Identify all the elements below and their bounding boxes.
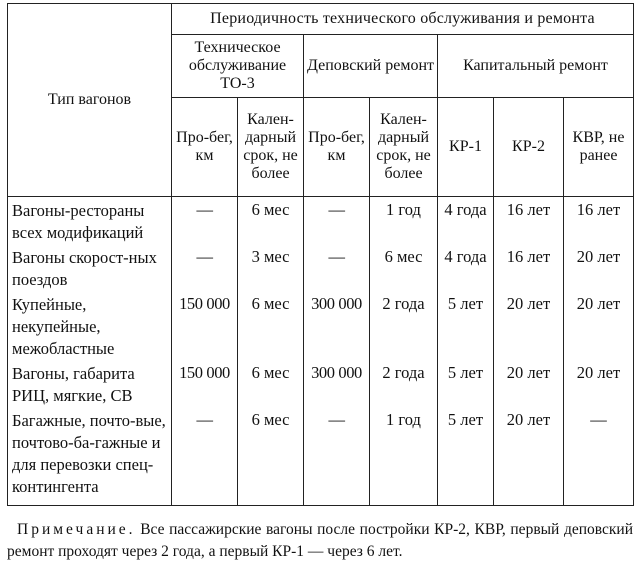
maintenance-table — [7, 3, 634, 506]
cell-type: Вагоны скорост-ных поездов — [8, 244, 172, 291]
table-row — [8, 407, 634, 505]
header-to3-mileage: Про-бег, км — [172, 98, 238, 197]
table-row — [8, 360, 634, 407]
cell-to3-calendar: 6 мес — [238, 407, 304, 505]
table-row — [8, 291, 634, 360]
cell-kr1: 4 года — [438, 244, 494, 291]
cell-to3-calendar: 6 мес — [238, 197, 304, 245]
cell-to3-mileage: 150 000 — [172, 360, 238, 407]
cell-kr2: 20 лет — [494, 291, 564, 360]
header-kr1: КР-1 — [438, 98, 494, 197]
cell-depot-mileage: — — [304, 197, 370, 245]
cell-to3-calendar: 6 мес — [238, 291, 304, 360]
cell-kr2: 20 лет — [494, 407, 564, 505]
cell-kr2: 16 лет — [494, 197, 564, 245]
cell-depot-mileage: 300 000 — [304, 291, 370, 360]
cell-type: Купейные, некупейные, межобластные — [8, 291, 172, 360]
cell-depot-calendar: 1 год — [370, 407, 438, 505]
cell-to3-mileage: — — [172, 244, 238, 291]
cell-kvr: 20 лет — [564, 360, 634, 407]
table-row — [8, 244, 634, 291]
cell-to3-calendar: 3 мес — [238, 244, 304, 291]
cell-type: Вагоны-рестораны всех модификаций — [8, 197, 172, 245]
cell-depot-mileage: — — [304, 407, 370, 505]
cell-depot-mileage: — — [304, 244, 370, 291]
cell-kr1: 4 года — [438, 197, 494, 245]
cell-depot-calendar: 2 года — [370, 360, 438, 407]
cell-depot-calendar: 1 год — [370, 197, 438, 245]
cell-depot-mileage: 300 000 — [304, 360, 370, 407]
cell-kvr: 16 лет — [564, 197, 634, 245]
cell-type: Багажные, почто-вые, почтово-ба-гажные и для перевозки спец-контингента — [8, 407, 172, 505]
header-periodicity: Периодичность технического обслуживания и ремонта — [172, 4, 634, 35]
header-kvr: КВР, не ранее — [564, 98, 634, 197]
cell-type: Вагоны, габарита РИЦ, мягкие, СВ — [8, 360, 172, 407]
header-to3-calendar: Кален-дарный срок, не более — [238, 98, 304, 197]
cell-to3-mileage: 150 000 — [172, 291, 238, 360]
header-depot-calendar: Кален-дарный срок, не более — [370, 98, 438, 197]
header-type: Тип вагонов — [8, 4, 172, 197]
note-text: Все пассажирские вагоны после постройки КР-2, КВР, первый деповский ремонт проходят через 2 года, а первый КР-1 — через 6 лет. — [7, 520, 634, 560]
cell-to3-calendar: 6 мес — [238, 360, 304, 407]
header-capital: Капитальный ремонт — [438, 35, 634, 98]
cell-kr1: 5 лет — [438, 360, 494, 407]
cell-to3-mileage: — — [172, 197, 238, 245]
document-page — [7, 3, 633, 578]
header-depot-mileage: Про-бег, км — [304, 98, 370, 197]
cell-kvr: 20 лет — [564, 244, 634, 291]
cell-kr1: 5 лет — [438, 291, 494, 360]
cell-kr1: 5 лет — [438, 407, 494, 505]
cell-depot-calendar: 2 года — [370, 291, 438, 360]
cell-kvr: 20 лет — [564, 291, 634, 360]
note-title: Примечание. — [17, 520, 136, 538]
cell-kr2: 16 лет — [494, 244, 564, 291]
cell-depot-calendar: 6 мес — [370, 244, 438, 291]
header-to3: Техническое обслуживание ТО-3 — [172, 35, 304, 98]
table-row — [8, 197, 634, 245]
cell-kr2: 20 лет — [494, 360, 564, 407]
header-depot: Деповский ремонт — [304, 35, 438, 98]
header-kr2: КР-2 — [494, 98, 564, 197]
table-note — [7, 519, 633, 563]
cell-kvr: — — [564, 407, 634, 505]
cell-to3-mileage: — — [172, 407, 238, 505]
